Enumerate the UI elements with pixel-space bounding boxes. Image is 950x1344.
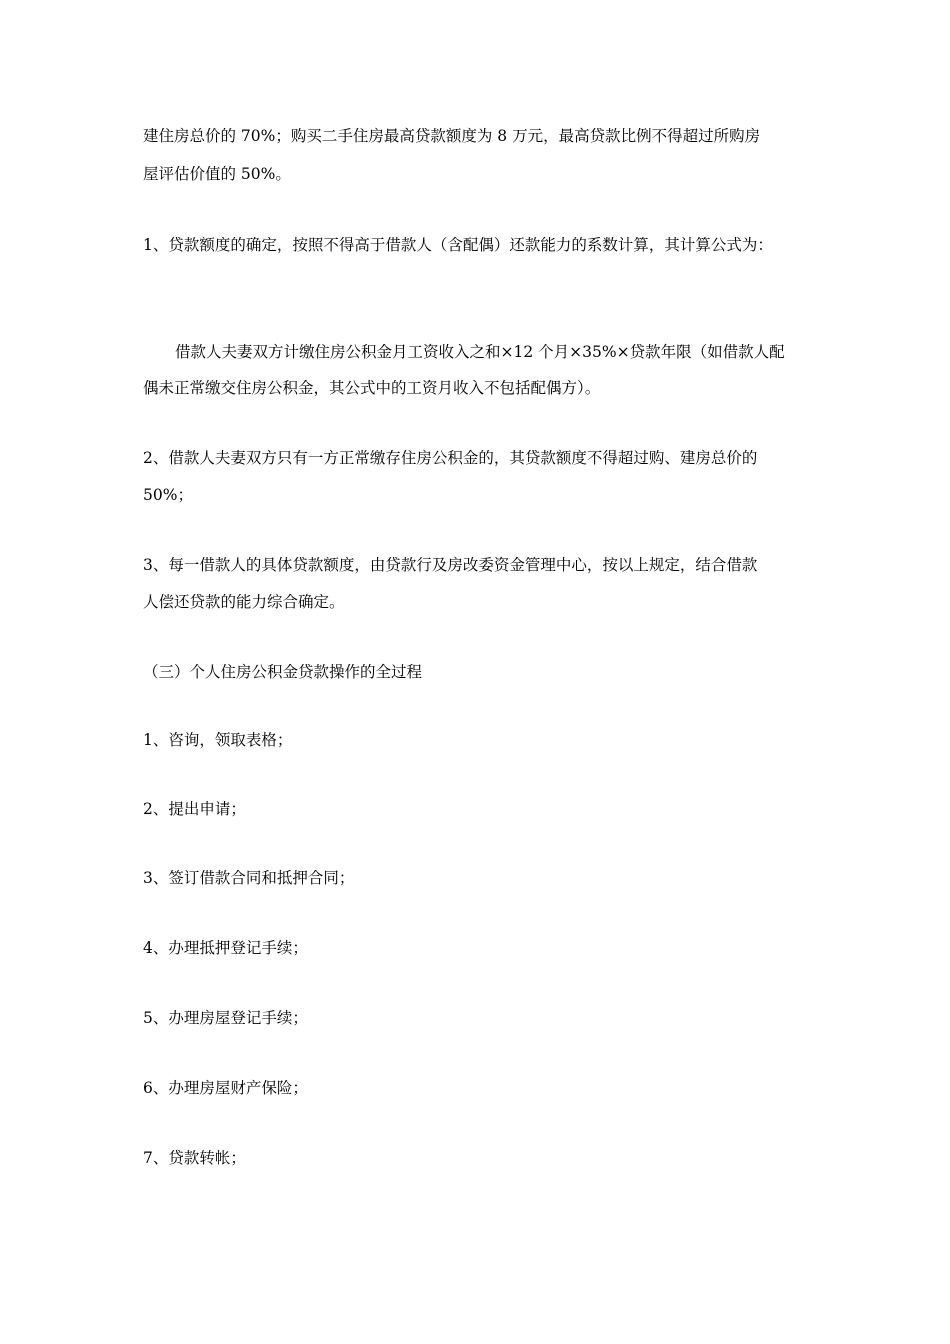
text-line: 建住房总价的 70%；购买二手住房最高贷款额度为 8 万元，最高贷款比例不得超过所购房 bbox=[143, 127, 761, 145]
list-item: 7、贷款转帐； bbox=[143, 1149, 246, 1167]
list-item: 6、办理房屋财产保险； bbox=[143, 1079, 308, 1097]
text-line: 3、每一借款人的具体贷款额度，由贷款行及房改委资金管理中心，按以上规定，结合借款 bbox=[143, 556, 758, 574]
list-item: 3、签订借款合同和抵押合同； bbox=[143, 869, 355, 887]
text-line: 50%； bbox=[143, 486, 193, 504]
text-line: 人偿还贷款的能力综合确定。 bbox=[143, 593, 345, 611]
list-item: 2、提出申请； bbox=[143, 800, 246, 818]
text-line: 2、借款人夫妻双方只有一方正常缴存住房公积金的，其贷款额度不得超过购、建房总价的 bbox=[143, 449, 758, 467]
text-line: 偶未正常缴交住房公积金，其公式中的工资月收入不包括配偶方）。 bbox=[143, 379, 601, 397]
text-line: 屋评估价值的 50%。 bbox=[143, 165, 291, 183]
section-heading: （三）个人住房公积金贷款操作的全过程 bbox=[143, 663, 423, 681]
list-item: 5、办理房屋登记手续； bbox=[143, 1009, 308, 1027]
text-line: 借款人夫妻双方计缴住房公积金月工资收入之和×12 个月×35%×贷款年限（如借款人配 bbox=[175, 343, 785, 361]
list-item: 1、咨询，领取表格； bbox=[143, 731, 293, 749]
text-line: 1、贷款额度的确定，按照不得高于借款人（含配偶）还款能力的系数计算，其计算公式为： bbox=[143, 236, 773, 254]
list-item: 4、办理抵押登记手续； bbox=[143, 939, 308, 957]
